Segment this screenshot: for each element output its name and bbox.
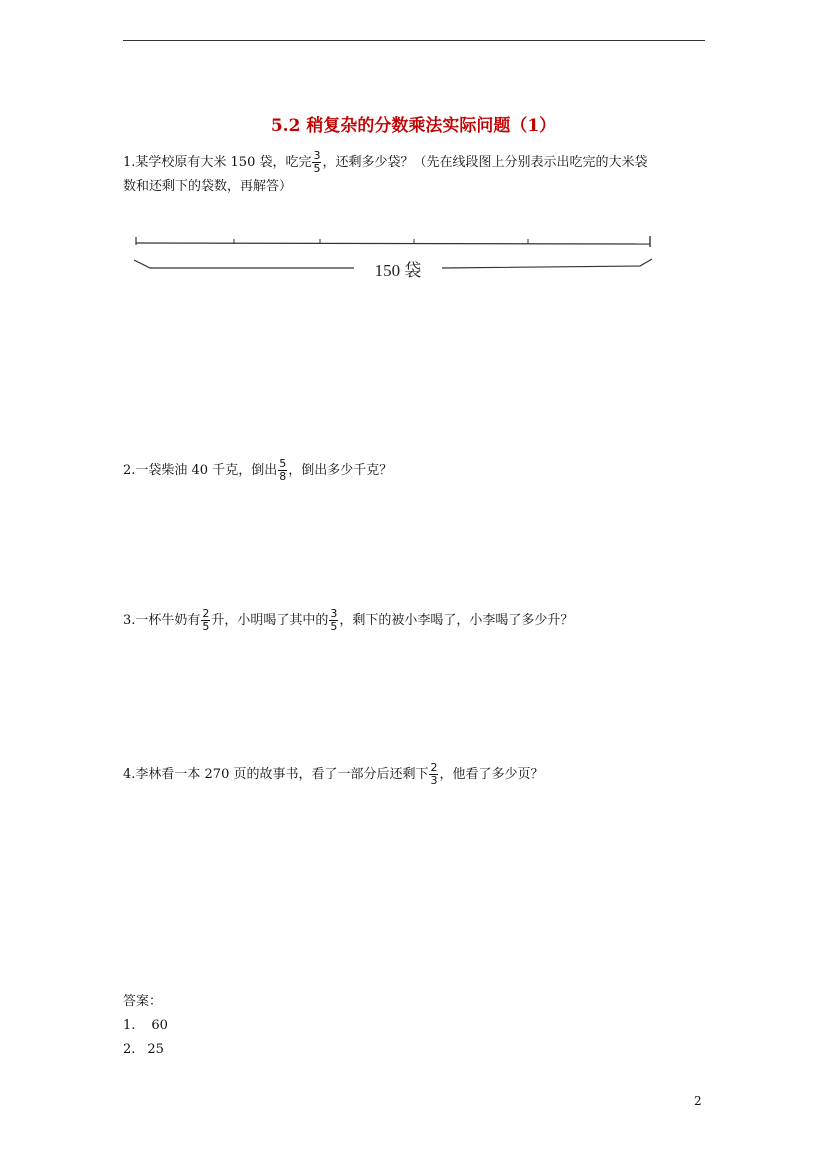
question-1 [123,150,648,199]
fraction-5-8: $\frac{5}{8}$ [279,457,287,483]
header-rule [123,40,705,41]
question-1-line-2: 数和还剩下的袋数，再解答） [123,179,293,194]
fraction-2-3: $\frac{2}{3}$ [430,761,438,787]
question-1-line-1: 1.某学校原有大米 150 袋，吃完 $\frac{3}{5}$ ，还剩多少袋？（先在线段图上分别表示出吃完的大米袋 [123,149,648,175]
brace-right [442,259,652,268]
answers-section [123,990,168,1062]
question-2: 2.一袋柴油 40 千克，倒出 $\frac{5}{8}$ ，倒出多少千克？ [123,457,393,483]
answers-heading: 答案： [123,994,163,1009]
line-segment-diagram [130,228,660,284]
fraction-3-5: $\frac{3}{5}$ [330,607,338,633]
fraction-2-5: $\frac{2}{5}$ [202,607,210,633]
page-number: 2 [694,1094,702,1108]
question-3: 3.一杯牛奶有 $\frac{2}{5}$ 升，小明喝了其中的 $\frac{3}{5}$ ，剩下的被小李喝了，小李喝了多少升？ [123,607,574,633]
answer-item: 1. 60 [123,1018,168,1033]
diagram-total-label: 150 袋 [374,261,422,280]
question-4: 4.李林看一本 270 页的故事书，看了一部分后还剩下 $\frac{2}{3}$ ，他看了多少页？ [123,761,544,787]
fraction-3-5: $\frac{3}{5}$ [313,149,321,175]
answer-item: 2. 25 [123,1042,164,1057]
brace-left [134,260,354,268]
page-title: 5.2 稍复杂的分数乘法实际问题（1） [270,116,557,136]
segment-line [136,243,650,244]
